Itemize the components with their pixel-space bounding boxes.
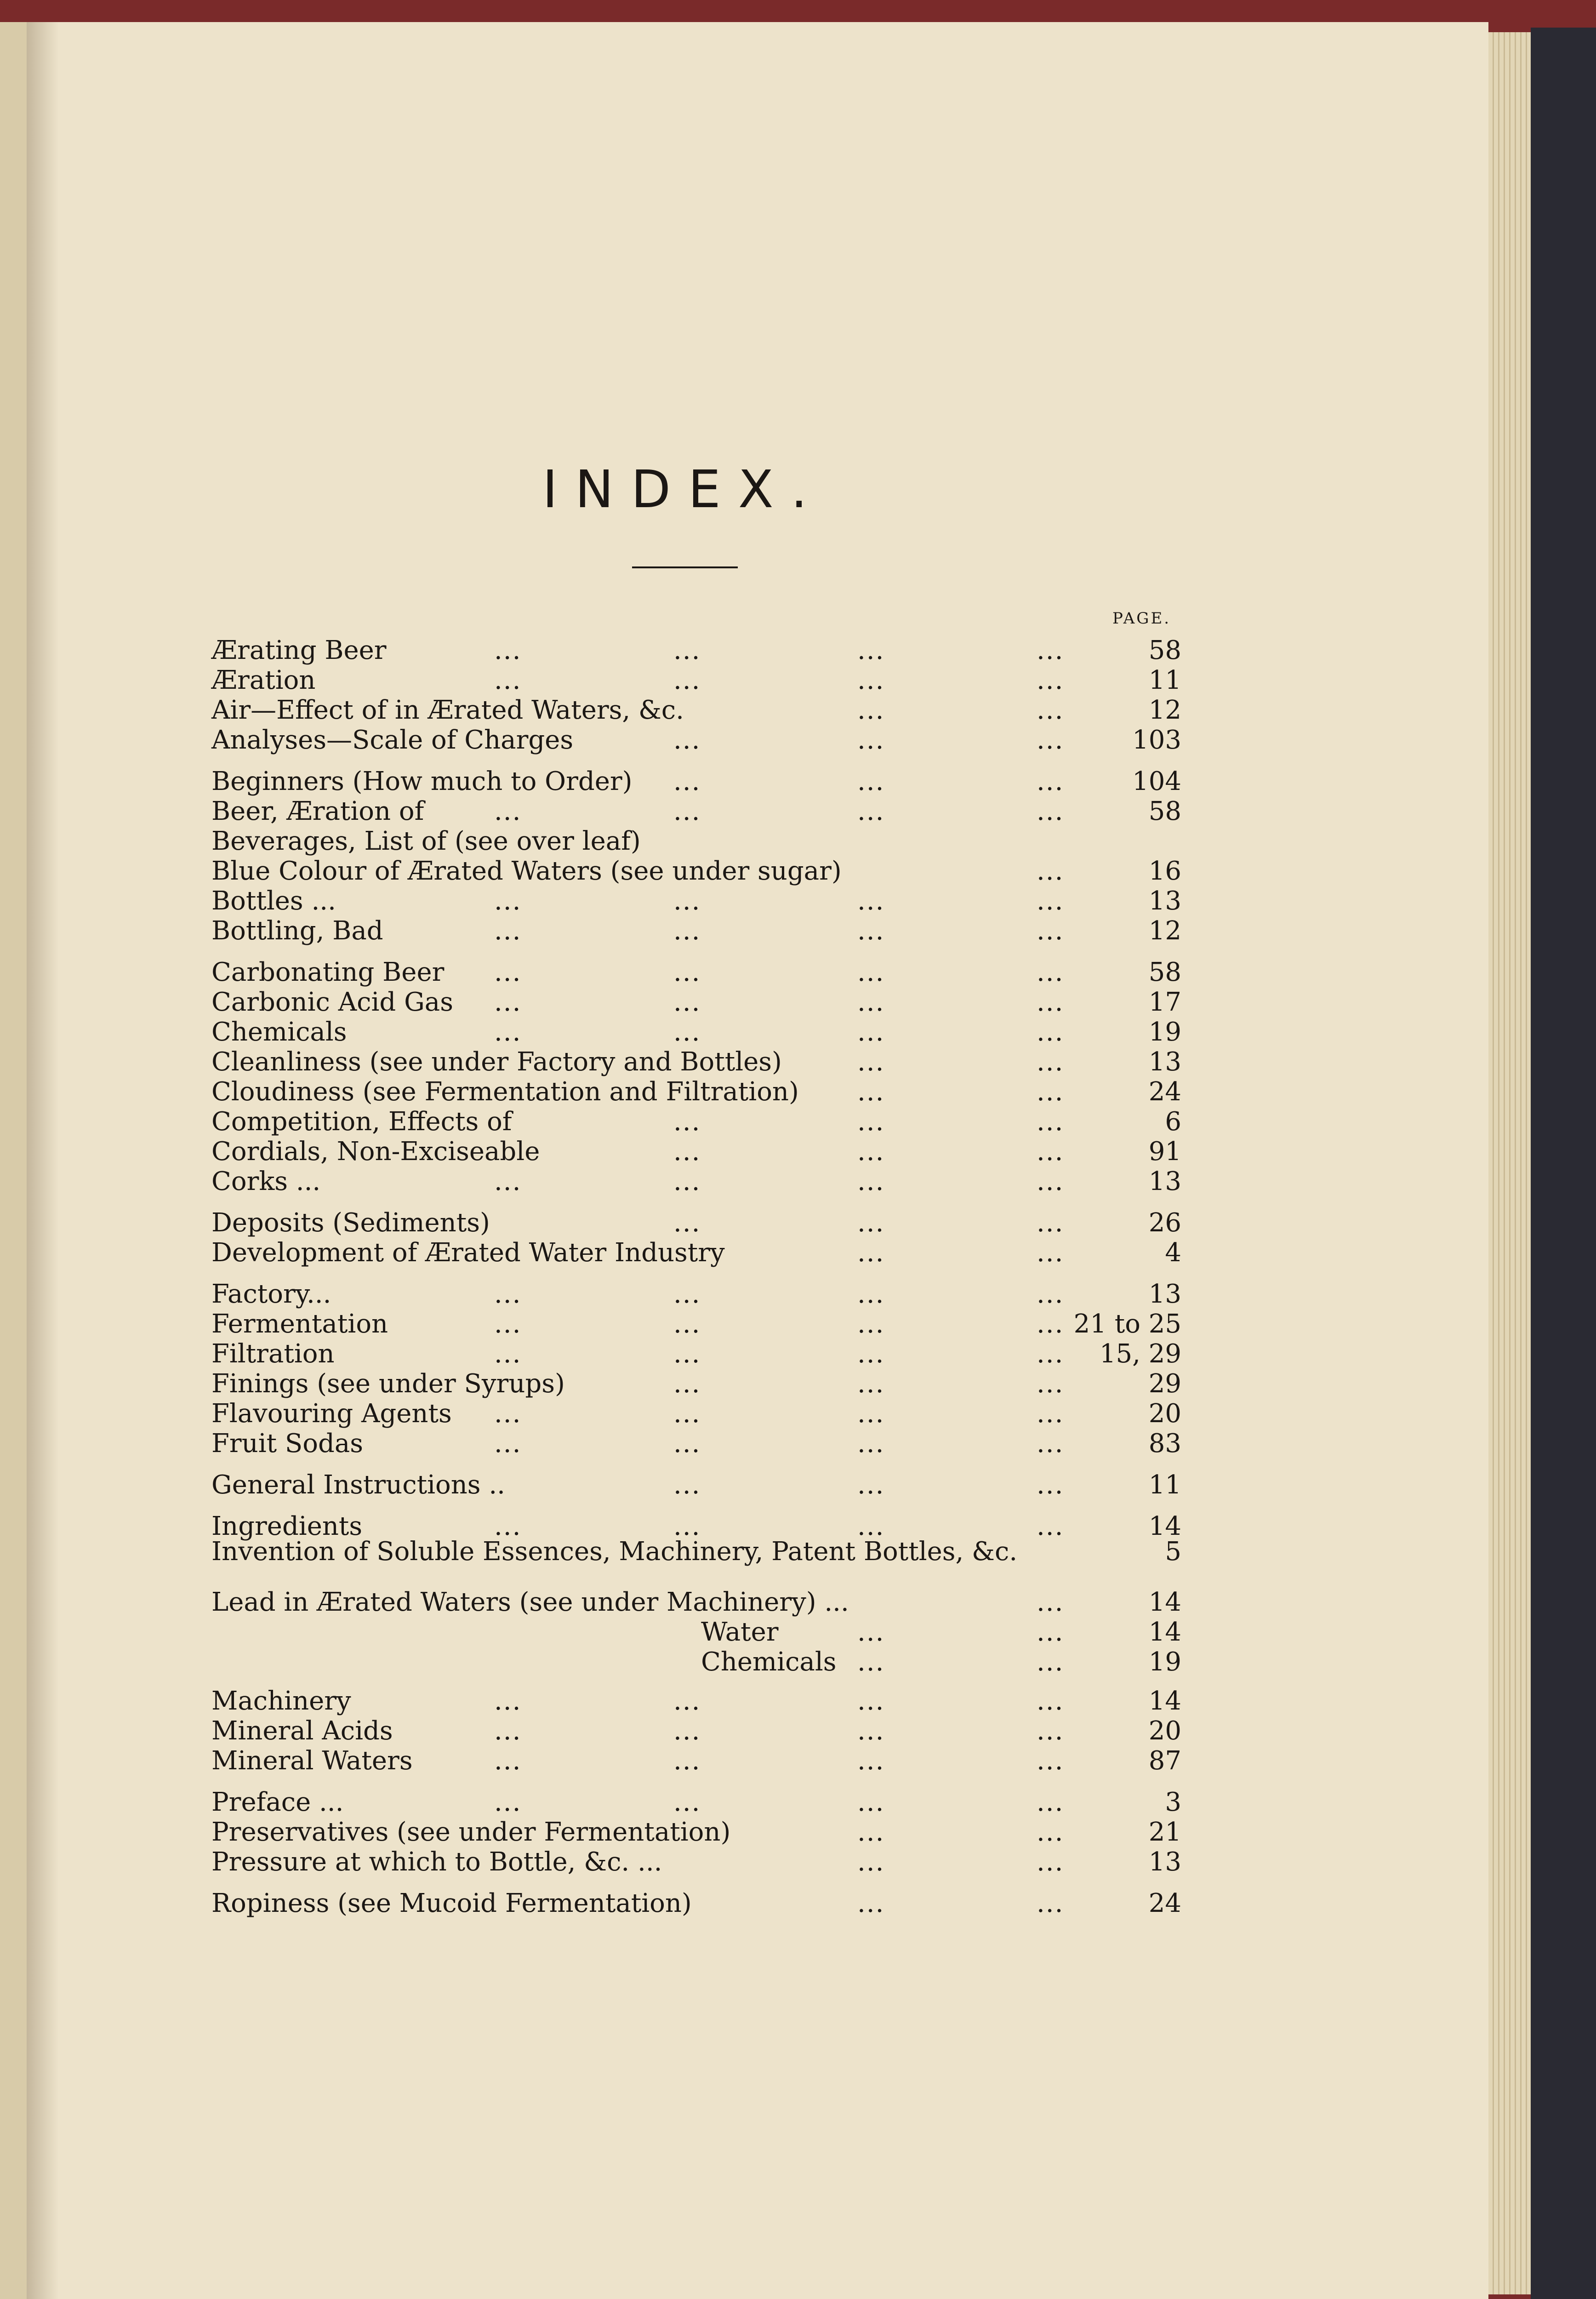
leader-dots: ...: [857, 1137, 885, 1167]
leader-dots: ...: [1037, 886, 1064, 916]
leader-dots: ...: [857, 695, 885, 725]
entry-label: Air—Effect of in Ærated Waters, &c.: [211, 695, 684, 725]
index-entry: [0, 1278, 1471, 1310]
entry-page-number: 20: [1148, 1716, 1181, 1746]
index-entry: [0, 1016, 1471, 1048]
leader-dots: ...: [857, 1047, 885, 1077]
leader-dots: ...: [673, 1167, 701, 1196]
leader-dots: ...: [1037, 1888, 1064, 1918]
entry-label: General Instructions ..: [211, 1470, 505, 1500]
leader-dots: ...: [1037, 1167, 1064, 1196]
leader-dots: ...: [857, 1107, 885, 1137]
leader-dots: ...: [857, 1369, 885, 1399]
entry-page-number: 15, 29: [1099, 1339, 1181, 1369]
leader-dots: ...: [673, 1399, 701, 1429]
index-entry: [0, 1786, 1471, 1819]
leader-dots: ...: [494, 886, 522, 916]
entry-page-number: 104: [1132, 766, 1181, 796]
entry-label: Carbonic Acid Gas: [211, 987, 453, 1017]
entry-label: Preface ...: [211, 1787, 344, 1817]
leader-dots: ...: [857, 916, 885, 946]
entry-page-number: 19: [1148, 1647, 1181, 1677]
index-entry: [0, 1745, 1471, 1777]
entry-label: Machinery: [211, 1686, 351, 1716]
page-column-label: PAGE.: [1112, 609, 1171, 628]
leader-dots: ...: [1037, 1617, 1064, 1647]
entry-label: Preservatives (see under Fermentation): [211, 1817, 731, 1847]
index-entry: [0, 1685, 1471, 1717]
leader-dots: ...: [673, 1787, 701, 1817]
leader-dots: ...: [494, 1429, 522, 1458]
leader-dots: ...: [673, 1208, 701, 1238]
page-block-edges: [1488, 32, 1531, 2294]
entry-label: Beverages, List of (see over leaf): [211, 826, 641, 856]
leader-dots: ...: [673, 886, 701, 916]
leader-dots: ...: [494, 665, 522, 695]
index-entry: [0, 664, 1471, 697]
leader-dots: ...: [1037, 1208, 1064, 1238]
leader-dots: ...: [857, 1017, 885, 1047]
leader-dots: ...: [857, 1470, 885, 1500]
leader-dots: ...: [857, 1511, 885, 1541]
leader-dots: ...: [1037, 695, 1064, 725]
leader-dots: ...: [1037, 1369, 1064, 1399]
leader-dots: ...: [1037, 987, 1064, 1017]
entry-label: Deposits (Sediments): [211, 1208, 490, 1238]
entry-label: Ingredients: [211, 1511, 363, 1541]
entry-label: Development of Ærated Water Industry: [211, 1238, 725, 1268]
entry-label: Lead in Ærated Waters (see under Machinery) ...: [211, 1587, 849, 1617]
leader-dots: ...: [1037, 796, 1064, 826]
leader-dots: ...: [494, 1716, 522, 1746]
entry-page-number: 58: [1148, 635, 1181, 665]
leader-dots: ...: [673, 665, 701, 695]
leader-dots: ...: [673, 1339, 701, 1369]
entry-label: Beer, Æration of: [211, 796, 424, 826]
index-entry: [0, 1646, 1471, 1678]
entry-page-number: 58: [1148, 796, 1181, 826]
leader-dots: ...: [1037, 1511, 1064, 1541]
entry-page-number: 103: [1132, 725, 1181, 755]
entry-page-number: 6: [1165, 1107, 1181, 1137]
entry-page-number: 13: [1148, 886, 1181, 916]
index-entry: [0, 1398, 1471, 1430]
leader-dots: ...: [494, 1167, 522, 1196]
entry-label: Carbonating Beer: [211, 957, 445, 987]
entry-page-number: 4: [1165, 1238, 1181, 1268]
leader-dots: ...: [1037, 766, 1064, 796]
leader-dots: ...: [494, 916, 522, 946]
leader-dots: ...: [1037, 1077, 1064, 1107]
entry-page-number: 26: [1148, 1208, 1181, 1238]
entry-page-number: 17: [1148, 987, 1181, 1017]
leader-dots: ...: [857, 1746, 885, 1776]
leader-dots: ...: [1037, 1399, 1064, 1429]
index-entry: [0, 1536, 1471, 1568]
index-entry: [0, 1715, 1471, 1747]
leader-dots: ...: [1037, 1686, 1064, 1716]
leader-dots: ...: [1037, 1587, 1064, 1617]
leader-dots: ...: [494, 1339, 522, 1369]
entry-label: Cordials, Non-Exciseable: [211, 1137, 540, 1167]
leader-dots: ...: [673, 1511, 701, 1541]
leader-dots: ...: [1037, 1847, 1064, 1877]
index-entry: [0, 1106, 1471, 1138]
leader-dots: ...: [1037, 1787, 1064, 1817]
leader-dots: ...: [494, 1746, 522, 1776]
entry-label: Chemicals: [701, 1647, 837, 1677]
leader-dots: ...: [857, 766, 885, 796]
leader-dots: ...: [857, 1817, 885, 1847]
entry-label: Fruit Sodas: [211, 1429, 363, 1458]
leader-dots: ...: [857, 1617, 885, 1647]
book-cover-cloth: [1531, 28, 1596, 2299]
leader-dots: ...: [1037, 725, 1064, 755]
entry-label: Cleanliness (see under Factory and Bottles): [211, 1047, 782, 1077]
leader-dots: ...: [857, 987, 885, 1017]
entry-label: Flavouring Agents: [211, 1399, 452, 1429]
leader-dots: ...: [494, 1309, 522, 1339]
leader-dots: ...: [857, 1208, 885, 1238]
leader-dots: ...: [673, 987, 701, 1017]
leader-dots: ...: [673, 1369, 701, 1399]
entry-page-number: 20: [1148, 1399, 1181, 1429]
index-entry: [0, 694, 1471, 726]
leader-dots: ...: [857, 1716, 885, 1746]
index-entry: [0, 1076, 1471, 1108]
entry-label: Invention of Soluble Essences, Machinery, Patent Bottles, &c.: [211, 1537, 1018, 1567]
index-entry: [0, 1166, 1471, 1198]
index-entry: [0, 1046, 1471, 1078]
leader-dots: ...: [494, 1686, 522, 1716]
leader-dots: ...: [1037, 856, 1064, 886]
leader-dots: ...: [673, 766, 701, 796]
index-entry: [0, 795, 1471, 828]
index-entry: [0, 855, 1471, 887]
leader-dots: ...: [857, 665, 885, 695]
index-entry: [0, 1616, 1471, 1648]
index-entry: [0, 1887, 1471, 1920]
leader-dots: ...: [673, 725, 701, 755]
index-entry: [0, 1368, 1471, 1400]
leader-dots: ...: [673, 1137, 701, 1167]
leader-dots: ...: [494, 1017, 522, 1047]
leader-dots: ...: [494, 635, 522, 665]
leader-dots: ...: [857, 635, 885, 665]
leader-dots: ...: [494, 1399, 522, 1429]
entry-label: Æration: [211, 665, 316, 695]
title-rule: [632, 566, 738, 568]
index-entry: [0, 915, 1471, 947]
index-entry: [0, 956, 1471, 989]
entry-label: Mineral Acids: [211, 1716, 393, 1746]
leader-dots: ...: [494, 1511, 522, 1541]
entry-label: Water: [701, 1617, 779, 1647]
entry-page-number: 11: [1148, 665, 1181, 695]
index-entry: [0, 1136, 1471, 1168]
leader-dots: ...: [857, 1279, 885, 1309]
leader-dots: ...: [857, 1686, 885, 1716]
entry-label: Bottles ...: [211, 886, 336, 916]
entry-label: Mineral Waters: [211, 1746, 413, 1776]
entry-label: Ropiness (see Mucoid Fermentation): [211, 1888, 692, 1918]
leader-dots: ...: [1037, 1647, 1064, 1677]
entry-label: Ærating Beer: [211, 635, 387, 665]
entry-label: Fermentation: [211, 1309, 388, 1339]
entry-page-number: 5: [1165, 1537, 1181, 1567]
leader-dots: ...: [857, 1077, 885, 1107]
leader-dots: ...: [857, 1429, 885, 1458]
leader-dots: ...: [494, 1787, 522, 1817]
index-entry: [0, 1338, 1471, 1370]
leader-dots: ...: [673, 916, 701, 946]
entry-page-number: 13: [1148, 1847, 1181, 1877]
entry-label: Corks ...: [211, 1167, 321, 1196]
leader-dots: ...: [857, 1167, 885, 1196]
leader-dots: ...: [673, 1309, 701, 1339]
entry-page-number: 91: [1148, 1137, 1181, 1167]
entry-page-number: 21: [1148, 1817, 1181, 1847]
leader-dots: ...: [857, 1238, 885, 1268]
entry-page-number: 13: [1148, 1167, 1181, 1196]
entry-page-number: 24: [1148, 1888, 1181, 1918]
leader-dots: ...: [1037, 1309, 1064, 1339]
entry-page-number: 87: [1148, 1746, 1181, 1776]
entry-page-number: 12: [1148, 916, 1181, 946]
leader-dots: ...: [673, 1279, 701, 1309]
entry-label: Competition, Effects of: [211, 1107, 512, 1137]
index-entry: [0, 724, 1471, 756]
leader-dots: ...: [673, 957, 701, 987]
leader-dots: ...: [1037, 1470, 1064, 1500]
leader-dots: ...: [1037, 1137, 1064, 1167]
leader-dots: ...: [1037, 1238, 1064, 1268]
entry-label: Factory...: [211, 1279, 331, 1309]
entry-label: Filtration: [211, 1339, 335, 1369]
entry-label: Finings (see under Syrups): [211, 1369, 565, 1399]
leader-dots: ...: [1037, 1017, 1064, 1047]
leader-dots: ...: [673, 1470, 701, 1500]
entry-page-number: 24: [1148, 1077, 1181, 1107]
index-entry: [0, 635, 1471, 667]
index-entry: [0, 1816, 1471, 1848]
leader-dots: ...: [1037, 1746, 1064, 1776]
entry-label: Analyses—Scale of Charges: [211, 725, 574, 755]
entry-page-number: 58: [1148, 957, 1181, 987]
entry-page-number: 29: [1148, 1369, 1181, 1399]
entry-label: Chemicals: [211, 1017, 347, 1047]
leader-dots: ...: [494, 1279, 522, 1309]
index-entry: [0, 1237, 1471, 1269]
index-entry: [0, 1308, 1471, 1340]
entry-page-number: 3: [1165, 1787, 1181, 1817]
index-entry: [0, 986, 1471, 1018]
leader-dots: ...: [673, 1746, 701, 1776]
leader-dots: ...: [857, 1309, 885, 1339]
leader-dots: ...: [857, 957, 885, 987]
entry-page-number: 11: [1148, 1470, 1181, 1500]
entry-label: Blue Colour of Ærated Waters (see under sugar): [211, 856, 842, 886]
leader-dots: ...: [673, 1716, 701, 1746]
leader-dots: ...: [673, 1017, 701, 1047]
leader-dots: ...: [1037, 1107, 1064, 1137]
leader-dots: ...: [494, 987, 522, 1017]
leader-dots: ...: [857, 1647, 885, 1677]
leader-dots: ...: [857, 1847, 885, 1877]
index-entry: [0, 825, 1471, 858]
leader-dots: ...: [673, 796, 701, 826]
entry-page-number: 13: [1148, 1279, 1181, 1309]
leader-dots: ...: [494, 796, 522, 826]
entry-page-number: 14: [1148, 1587, 1181, 1617]
entry-label: Cloudiness (see Fermentation and Filtration): [211, 1077, 799, 1107]
leader-dots: ...: [1037, 957, 1064, 987]
leader-dots: ...: [857, 1888, 885, 1918]
entry-label: Beginners (How much to Order): [211, 766, 633, 796]
entry-page-number: 16: [1148, 856, 1181, 886]
page-title: INDEX.: [542, 460, 825, 520]
leader-dots: ...: [1037, 635, 1064, 665]
leader-dots: ...: [1037, 1429, 1064, 1458]
leader-dots: ...: [1037, 1339, 1064, 1369]
leader-dots: ...: [673, 635, 701, 665]
entry-label: Pressure at which to Bottle, &c. ...: [211, 1847, 662, 1877]
index-entry: [0, 766, 1471, 798]
leader-dots: ...: [1037, 1817, 1064, 1847]
leader-dots: ...: [673, 1686, 701, 1716]
index-entry: [0, 885, 1471, 917]
leader-dots: ...: [857, 796, 885, 826]
entry-page-number: 14: [1148, 1617, 1181, 1647]
leader-dots: ...: [857, 1787, 885, 1817]
leader-dots: ...: [494, 957, 522, 987]
entry-page-number: 19: [1148, 1017, 1181, 1047]
entry-page-number: 12: [1148, 695, 1181, 725]
leader-dots: ...: [857, 1339, 885, 1369]
entry-page-number: 13: [1148, 1047, 1181, 1077]
leader-dots: ...: [1037, 1047, 1064, 1077]
index-entry: [0, 1846, 1471, 1878]
entry-page-number: 83: [1148, 1429, 1181, 1458]
entry-page-number: 14: [1148, 1686, 1181, 1716]
leader-dots: ...: [1037, 1279, 1064, 1309]
leader-dots: ...: [673, 1107, 701, 1137]
leader-dots: ...: [857, 725, 885, 755]
index-entry: [0, 1207, 1471, 1239]
leader-dots: ...: [1037, 665, 1064, 695]
index-entry: [0, 1428, 1471, 1460]
entry-label: Bottling, Bad: [211, 916, 383, 946]
leader-dots: ...: [673, 1429, 701, 1458]
leader-dots: ...: [1037, 916, 1064, 946]
index-entry: [0, 1469, 1471, 1501]
entry-page-number: 14: [1148, 1511, 1181, 1541]
entry-page-number: 21 to 25: [1073, 1309, 1181, 1339]
leader-dots: ...: [857, 886, 885, 916]
leader-dots: ...: [857, 1399, 885, 1429]
leader-dots: ...: [1037, 1716, 1064, 1746]
index-entry: [0, 1586, 1471, 1618]
